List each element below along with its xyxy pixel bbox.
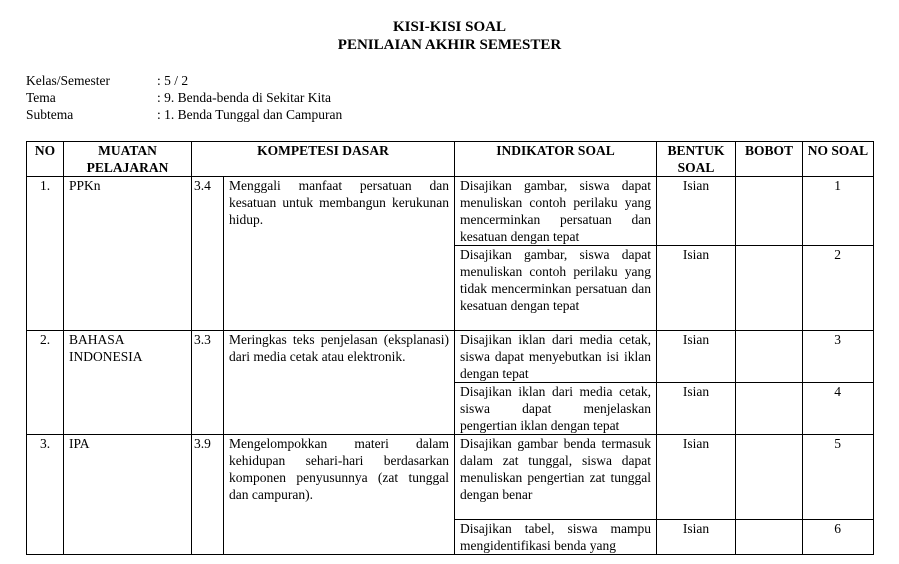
table-row [27,435,874,520]
row-bobot [736,177,803,246]
row-muatan: BAHASA INDONESIA [64,331,192,435]
row-bobot [736,383,803,435]
row-bentuk: Isian [657,520,736,555]
header-bobot: BOBOT [736,142,803,177]
kisi-kisi-table [26,141,874,555]
header-row [27,142,874,177]
row-indikator: Disajikan iklan dari media cetak, siswa dapat menjelaskan pengertian iklan dengan tepat [455,383,657,435]
row-indikator: Disajikan gambar, siswa dapat menuliskan contoh perilaku yang mencerminkan persatuan dan kesatuan dengan tepat [455,177,657,246]
row-bentuk: Isian [657,246,736,331]
row-kd-code: 3.3 [192,331,224,435]
row-muatan: IPA [64,435,192,555]
row-no-soal: 4 [803,383,874,435]
header-muatan: MUATAN PELAJARAN [64,142,192,177]
row-kd-code: 3.9 [192,435,224,555]
row-bentuk: Isian [657,177,736,246]
row-no-soal: 2 [803,246,874,331]
header-bentuk: BENTUK SOAL [657,142,736,177]
row-kd-text: Menggali manfaat persatuan dan kesatuan untuk membangun kerukunan hidup. [224,177,455,331]
row-bobot [736,246,803,331]
row-bentuk: Isian [657,331,736,383]
row-bentuk: Isian [657,435,736,520]
row-no-soal: 3 [803,331,874,383]
row-kd-text: Meringkas teks penjelasan (eksplanasi) dari media cetak atau elektronik. [224,331,455,435]
row-kd-code: 3.4 [192,177,224,331]
row-bobot [736,435,803,520]
row-no: 2. [27,331,64,435]
document-subtitle: PENILAIAN AKHIR SEMESTER [337,37,562,53]
row-no-soal: 5 [803,435,874,520]
row-indikator: Disajikan iklan dari media cetak, siswa dapat menyebutkan isi iklan dengan tepat [455,331,657,383]
meta-value: : 5 / 2 [157,73,189,88]
meta-value: : 9. Benda-benda di Sekitar Kita [157,90,331,105]
header-indikator: INDIKATOR SOAL [455,142,657,177]
row-no: 1. [27,177,64,331]
meta-label: Kelas/Semester [26,73,110,88]
meta-label: Subtema [26,107,74,122]
table-row [27,177,874,246]
table-row [27,331,874,383]
row-no-soal: 1 [803,177,874,246]
row-indikator: Disajikan gambar benda termasuk dalam zat tunggal, siswa dapat menuliskan pengertian zat tunggal dengan benar [455,435,657,520]
meta-label: Tema [26,90,56,105]
row-no-soal: 6 [803,520,874,555]
row-no: 3. [27,435,64,555]
row-indikator: Disajikan gambar, siswa dapat menuliskan contoh perilaku yang tidak mencerminkan persatuan dan kesatuan dengan tepat [455,246,657,331]
row-muatan: PPKn [64,177,192,331]
document-title: KISI-KISI SOAL [393,19,506,35]
row-indikator: Disajikan tabel, siswa mampu mengidentifikasi benda yang [455,520,657,555]
row-bobot [736,520,803,555]
row-bentuk: Isian [657,383,736,435]
row-bobot [736,331,803,383]
header-kompetensi: KOMPETESI DASAR [192,142,455,177]
meta-value: : 1. Benda Tunggal dan Campuran [157,107,343,122]
header-no-soal: NO SOAL [803,142,874,177]
row-kd-text: Mengelompokkan materi dalam kehidupan sehari-hari berdasarkan komponen penyusunnya (zat tunggal dan campuran). [224,435,455,555]
header-no: NO [27,142,64,177]
